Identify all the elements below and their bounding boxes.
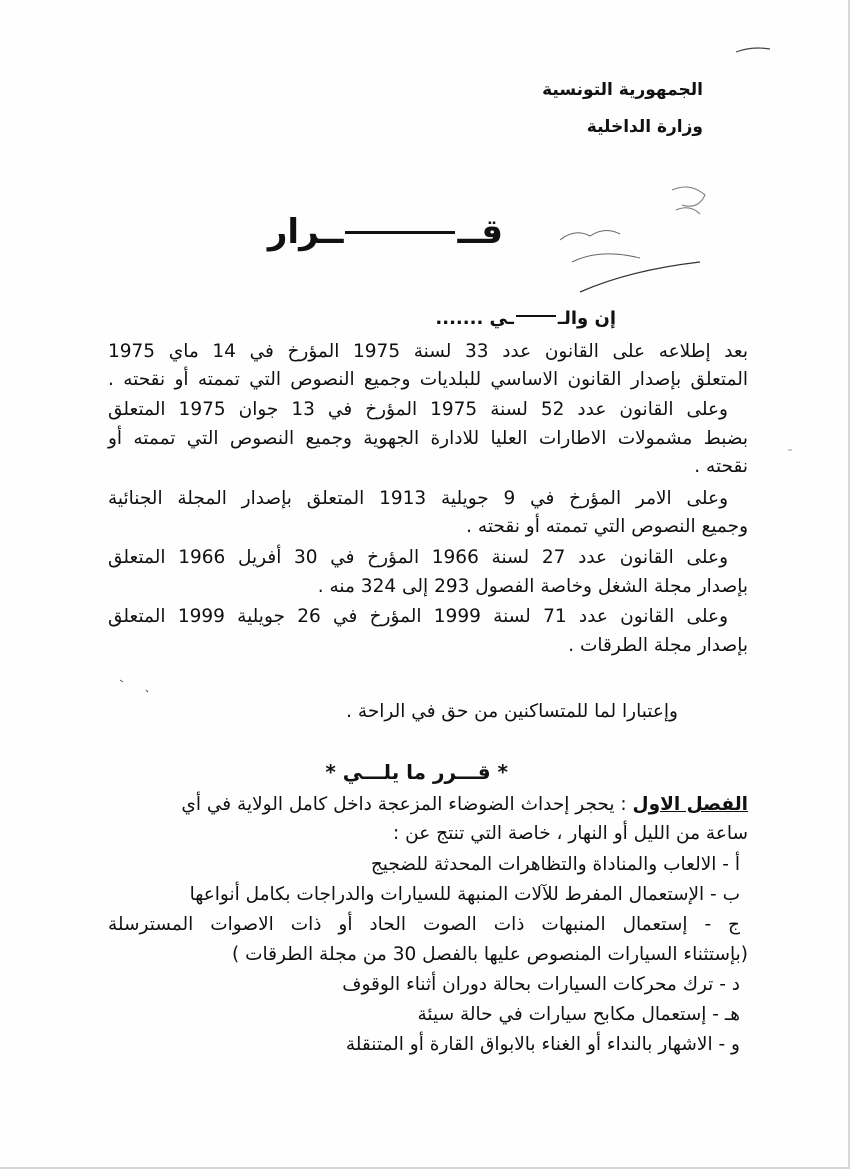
document-title [268,212,503,252]
consideration-line: وإعتبارا لما للمتساكنين من حق في الراحة . [346,701,678,722]
article1-item: ج - إستعمال المنبهات ذات الصوت الحاد أو ذات الاصوات المسترسلة [108,914,740,935]
article1-item: (بإستثناء السيارات المنصوص عليها بالفصل 30 من مجلة الطرقات ) [232,944,748,965]
governor-suffix: ـي ....... [435,308,514,329]
recital-line: بعد إطلاعه على القانون عدد 33 لسنة 1975 المؤرخ في 14 ماي 1975 [108,341,749,362]
article1-first-line [108,793,748,817]
decides-heading: * قـــرر ما يلـــي * [325,760,508,784]
ministry-header: وزارة الداخلية [586,117,703,137]
article1-item: د - ترك محركات السيارات بحالة دوران أثناء الوقوف [342,974,740,995]
governor-kashida [516,315,556,317]
article1-item: أ - الالعاب والمناداة والتظاهرات المحدثة للضجيج [370,854,740,875]
recital-line: وجميع النصوص التي تممته أو نقحته . [466,516,748,537]
recital-line: وعلى القانون عدد 52 لسنة 1975 المؤرخ في 13 جوان 1975 المتعلق [108,399,728,420]
article1-item: و - الاشهار بالنداء أو الغناء بالابواق القارة أو المتنقلة [345,1034,740,1055]
article1-label: الفصل الاول [632,794,748,815]
recital-line: بإصدار مجلة الطرقات . [568,635,748,656]
article1-item: ب - الإستعمال المفرط للآلات المنبهة للسيارات والدراجات بكامل أنواعها [189,884,740,905]
recital-line: نقحته . [694,456,748,477]
recital-line: وعلى القانون عدد 27 لسنة 1966 المؤرخ في 30 أفريل 1966 المتعلق [108,547,728,568]
title-end: ــرار [267,212,344,252]
recital-line: وعلى الامر المؤرخ في 9 جويلية 1913 المتعلق بإصدار المجلة الجنائية [108,488,729,509]
recital-line: بضبط مشمولات الاطارات العليا للادارة الجهوية وجميع النصوص التي تممته أو [108,428,748,449]
governor-line [435,308,616,329]
recital-line: المتعلق بإصدار القانون الاساسي للبلديات وجميع النصوص التي تممته أو نقحته . [108,369,748,390]
governor-prefix: إن والـ [557,308,616,329]
title-start: قــ [457,212,503,252]
republic-header: الجمهورية التونسية [542,80,703,100]
article1-text: : يحجر إحداث الضوضاء المزعجة داخل كامل الولاية في أي [181,794,627,815]
title-kashida [345,231,455,234]
recital-line: وعلى القانون عدد 71 لسنة 1999 المؤرخ في 26 جويلية 1999 المتعلق [108,606,729,627]
recital-line: بإصدار مجلة الشغل وخاصة الفصول 293 إلى 324 منه . [317,576,748,597]
article1-item: هـ - إستعمال مكابح سيارات في حالة سيئة [417,1004,740,1025]
article1-second-line: ساعة من الليل أو النهار ، خاصة التي تنتج عن : [393,823,748,844]
